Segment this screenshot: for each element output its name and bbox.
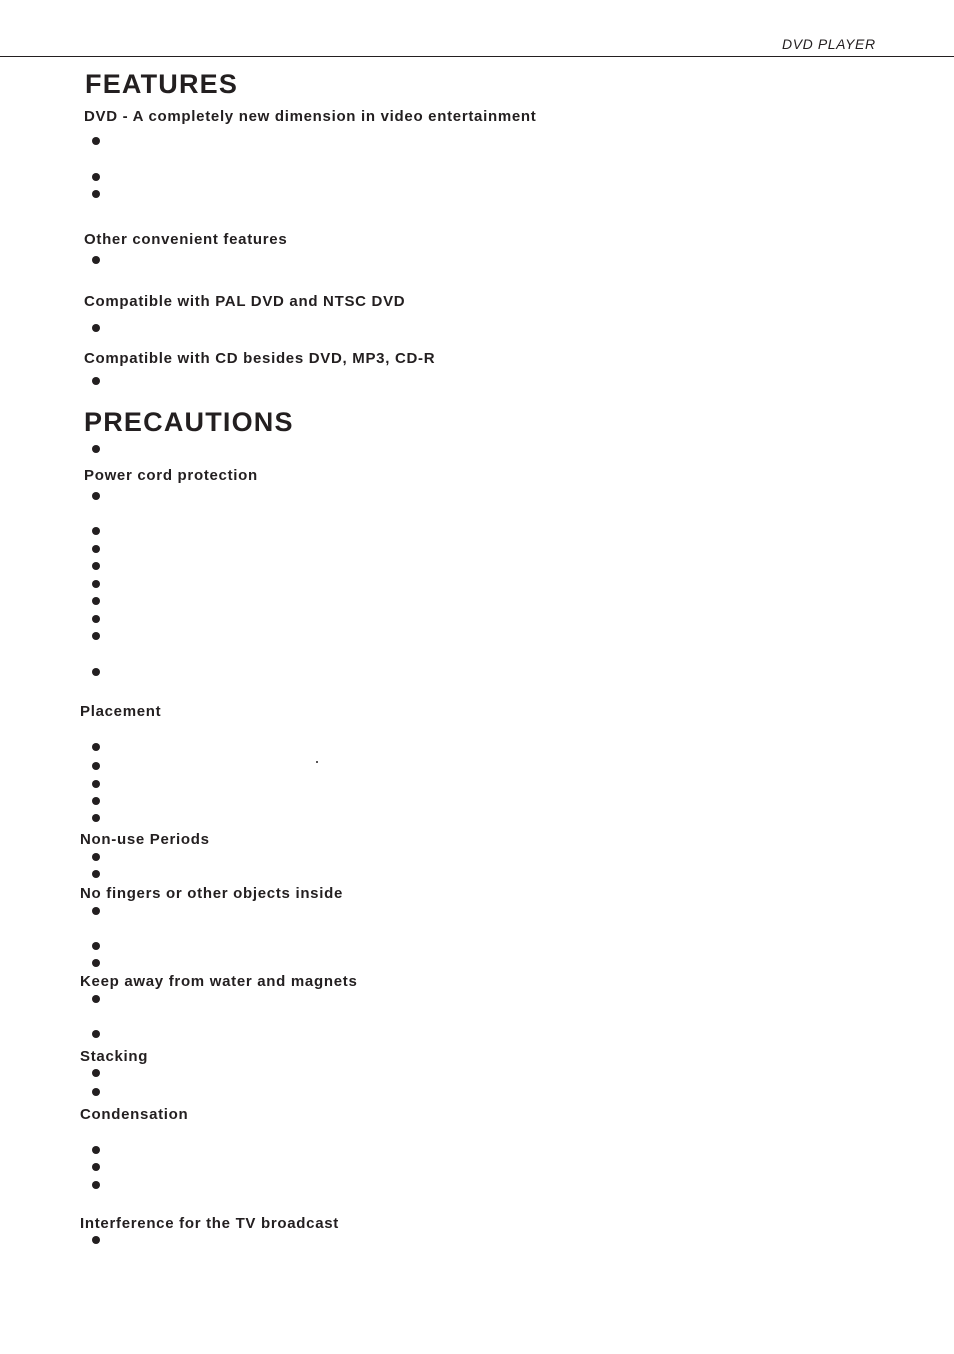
bullet: [92, 527, 100, 535]
bullet: [92, 324, 100, 332]
bullet: [92, 1069, 100, 1077]
bullet: [92, 615, 100, 623]
bullet: [92, 1088, 100, 1096]
section-heading-other-features: Other convenient features: [84, 231, 288, 248]
section-heading-non-use: Non-use Periods: [80, 831, 210, 848]
bullet: [92, 1146, 100, 1154]
section-heading-condensation: Condensation: [80, 1106, 189, 1123]
bullet: [92, 377, 100, 385]
bullet: [92, 814, 100, 822]
bullet: [92, 1163, 100, 1171]
bullet: [92, 632, 100, 640]
bullet: [92, 762, 100, 770]
section-heading-stacking: Stacking: [80, 1048, 149, 1065]
bullet: [92, 853, 100, 861]
bullet: [92, 1030, 100, 1038]
section-heading-power-cord: Power cord protection: [84, 467, 258, 484]
bullet: [92, 445, 100, 453]
bullet: [92, 870, 100, 878]
bullet: [92, 545, 100, 553]
section-heading-no-fingers: No fingers or other objects inside: [80, 885, 344, 902]
stray-dot: [316, 761, 318, 763]
bullet: [92, 256, 100, 264]
running-header: DVD PLAYER: [782, 36, 876, 52]
section-heading-cd-compat: Compatible with CD besides DVD, MP3, CD-R: [84, 350, 436, 367]
bullet: [92, 907, 100, 915]
section-heading-pal-ntsc: Compatible with PAL DVD and NTSC DVD: [84, 293, 406, 310]
bullet: [92, 597, 100, 605]
bullet: [92, 173, 100, 181]
bullet: [92, 1181, 100, 1189]
bullet: [92, 942, 100, 950]
section-heading-water-magnets: Keep away from water and magnets: [80, 973, 358, 990]
bullet: [92, 492, 100, 500]
bullet: [92, 743, 100, 751]
section-heading-placement: Placement: [80, 703, 162, 720]
section-heading-dvd: DVD - A completely new dimension in video entertainment: [84, 108, 537, 125]
bullet: [92, 668, 100, 676]
precautions-title: PRECAUTIONS: [84, 407, 294, 437]
bullet: [92, 137, 100, 145]
bullet: [92, 580, 100, 588]
section-heading-tv-interference: Interference for the TV broadcast: [80, 1215, 339, 1232]
bullet: [92, 780, 100, 788]
bullet: [92, 959, 100, 967]
bullet: [92, 562, 100, 570]
bullet: [92, 995, 100, 1003]
features-title: FEATURES: [85, 69, 239, 99]
bullet: [92, 190, 100, 198]
header-rule: [0, 56, 954, 57]
bullet: [92, 797, 100, 805]
bullet: [92, 1236, 100, 1244]
